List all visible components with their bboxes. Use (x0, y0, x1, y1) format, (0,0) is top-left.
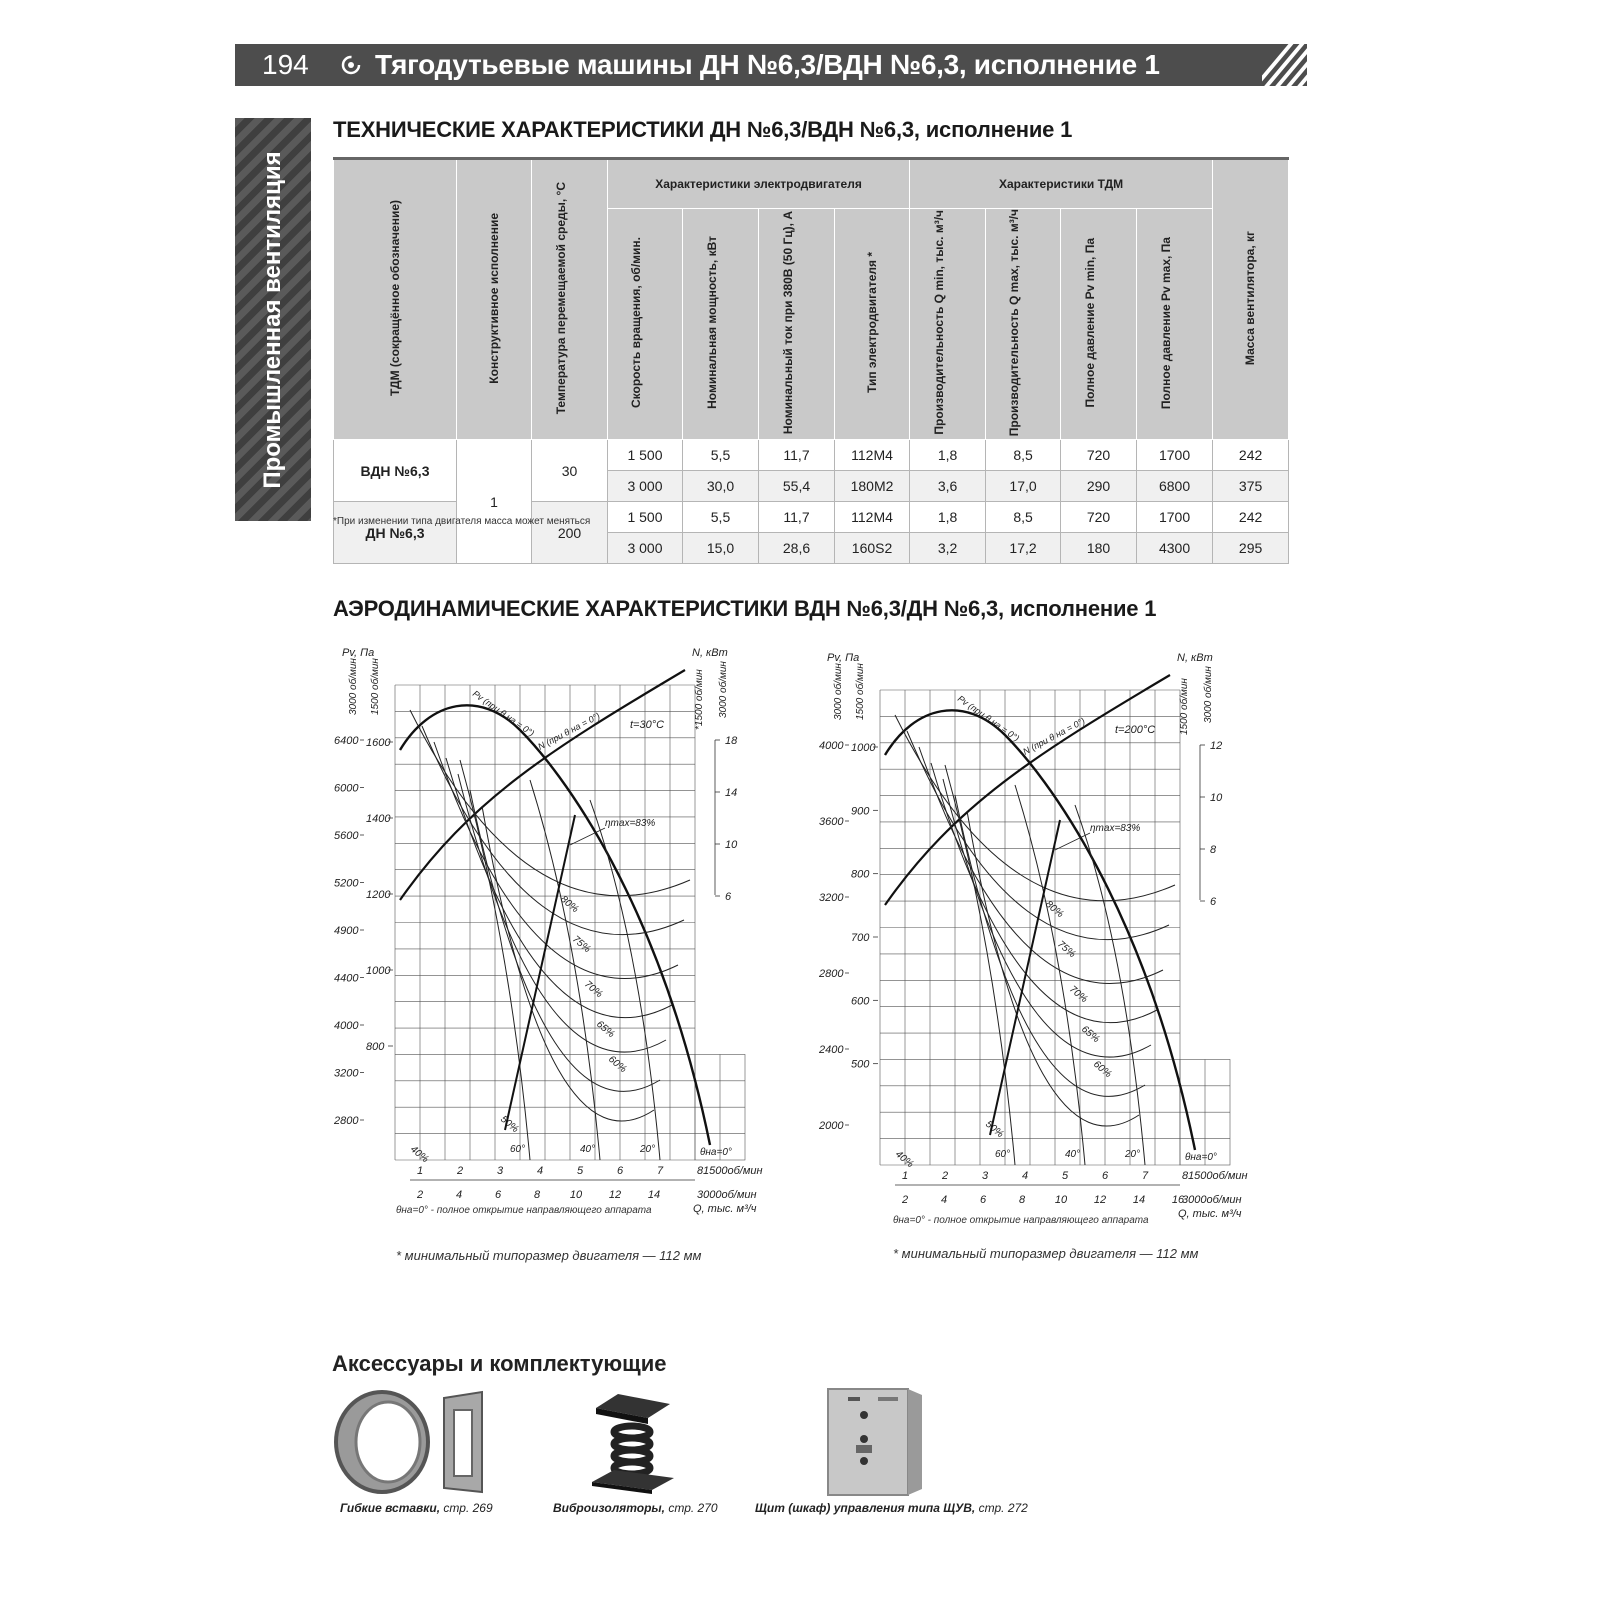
cell-motor: 180М2 (835, 471, 910, 502)
angle-curve (590, 800, 660, 1160)
y-axis-rpm3000-label: 3000 об/мин (833, 663, 844, 720)
y1500-tick-label: 900 (851, 805, 870, 818)
angle-label: 60° (510, 1144, 526, 1155)
efficiency-label: 40% (408, 1143, 431, 1166)
y3000-tick-label: 3600 (819, 816, 844, 828)
n-tick-label: 14 (725, 787, 738, 799)
x1500-unit-label: 1500об/мин (1188, 1170, 1248, 1182)
eta-leader (1055, 833, 1090, 850)
cell-pmin: 720 (1061, 440, 1137, 471)
eta-max-line (505, 815, 575, 1130)
cell-pmin: 180 (1061, 533, 1137, 564)
cell-speed: 3 000 (608, 471, 683, 502)
angle-label: 40° (1065, 1149, 1081, 1160)
efficiency-curve (943, 779, 1151, 1057)
cell-pmax: 4300 (1137, 533, 1213, 564)
efficiency-curve (434, 742, 678, 978)
angle-label: 60° (995, 1149, 1011, 1160)
x1500-tick-label: 1 (416, 1165, 424, 1177)
efficiency-curve (482, 806, 654, 1121)
x3000-tick-label: 14 (647, 1189, 661, 1201)
th-tdm-group: Характеристики ТДМ (910, 159, 1213, 209)
th-mass: Масса вентилятора, кг (1213, 159, 1289, 440)
y3000-tick-label: 6400 (334, 735, 359, 747)
cell-mass: 295 (1213, 533, 1289, 564)
efficiency-label: 70% (1067, 983, 1090, 1006)
y3000-tick-label: 3200 (819, 892, 844, 904)
efficiency-label: 80% (558, 893, 581, 916)
y3000-tick-label: 5600 (334, 830, 359, 842)
y3000-tick-label: 6000 (334, 782, 359, 795)
x1500-tick-label: 6 (1101, 1170, 1109, 1182)
cell-qmin: 1,8 (910, 502, 986, 533)
aero-chart-dn (815, 645, 1285, 1235)
execution-cell: 1 (457, 440, 532, 564)
cell-qmax: 17,2 (986, 533, 1061, 564)
y-axis-label: Pv, Па (827, 652, 860, 664)
y1500-tick-label: 1000 (851, 742, 876, 754)
y1500-tick-label: 1400 (366, 813, 391, 825)
x3000-tick-label: 6 (494, 1189, 502, 1201)
x3000-tick-label: 8 (533, 1189, 541, 1201)
x3000-tick-label: 2 (416, 1189, 424, 1201)
y1500-tick-label: 800 (366, 1041, 385, 1053)
control-cabinet-image (826, 1385, 926, 1497)
x1500-tick-label: 4 (1021, 1170, 1029, 1182)
n-axis-rpm3000-label: 3000 об/мин (1203, 666, 1214, 723)
y1500-tick-label: 1600 (366, 737, 391, 749)
cell-qmin: 3,2 (910, 533, 986, 564)
x3000-tick-label: 12 (1093, 1194, 1107, 1206)
x-axis-label: Q, тыс. м³/ч (1178, 1208, 1242, 1220)
n-tick-label: 18 (725, 735, 738, 747)
y3000-tick-label: 3200 (334, 1067, 359, 1080)
cell-power: 5,5 (683, 502, 759, 533)
n-tick-label: 8 (1210, 844, 1217, 856)
y3000-tick-label: 2800 (334, 1115, 359, 1127)
angle-label: 20° (1125, 1149, 1141, 1160)
th-motor-group: Характеристики электродвигателя (608, 159, 910, 209)
cell-pmin: 720 (1061, 502, 1137, 533)
efficiency-curve (967, 811, 1139, 1126)
eta-max-label: ηmax=83% (1090, 823, 1141, 834)
page-number: 194 (262, 49, 309, 80)
banner-stripes (1262, 44, 1312, 86)
n-tick-label: 12 (1210, 740, 1223, 752)
cell-qmin: 3,6 (910, 471, 986, 502)
vibration-isolator-image (588, 1390, 678, 1495)
cell-power: 5,5 (683, 440, 759, 471)
temperature-label: t=30°C (630, 719, 665, 731)
y3000-tick-label: 4900 (334, 925, 359, 937)
pv-curve (400, 705, 710, 1145)
aero-chart-vdn (330, 640, 800, 1230)
y-axis-rpm3000-label: 3000 об/мин (348, 658, 359, 715)
cell-speed: 1 500 (608, 502, 683, 533)
n-curve-label: N (при θ на = 0°) (536, 710, 602, 752)
specs-footnote: *При изменении типа двигателя масса может меняться (333, 516, 591, 527)
eta-leader (570, 828, 605, 845)
chart-footnote-vdn: θна=0° - полное открытие направляющего аппарата (396, 1205, 652, 1216)
angle-curve (1075, 805, 1145, 1165)
efficiency-label: 65% (594, 1018, 617, 1041)
y3000-tick-label: 2400 (819, 1044, 844, 1056)
n-tick-label: 10 (1210, 792, 1223, 804)
cell-pmin: 290 (1061, 471, 1137, 502)
x3000-tick-label: 2 (901, 1194, 909, 1206)
th-q-max: Производительность Q max, тыс. м³/ч (986, 209, 1061, 440)
y1500-tick-label: 600 (851, 995, 870, 1008)
n-curve (885, 675, 1170, 905)
cell-current: 11,7 (759, 440, 835, 471)
th-execution: Конструктивное исполнение (457, 159, 532, 440)
y3000-tick-label: 2800 (819, 968, 844, 980)
th-current: Номинальный ток при 380В (50 Гц), А (759, 209, 835, 440)
model-name: ДН №6,3 (334, 502, 457, 564)
x1500-unit-label: 1500об/мин (703, 1165, 763, 1177)
temperature-cell: 200 (532, 502, 608, 564)
x1500-tick-label: 2 (456, 1165, 464, 1177)
cell-qmax: 17,0 (986, 471, 1061, 502)
x3000-unit-label: 3000об/мин (1182, 1194, 1242, 1206)
eta-max-line (990, 820, 1060, 1135)
efficiency-label: 50% (498, 1113, 521, 1136)
x3000-tick-label: 10 (1054, 1194, 1068, 1206)
cell-motor: 112М4 (835, 502, 910, 533)
cell-qmin: 1,8 (910, 440, 986, 471)
y3000-tick-label: 4000 (819, 740, 844, 752)
x1500-tick-label: 2 (941, 1170, 949, 1182)
cell-power: 30,0 (683, 471, 759, 502)
table-row (334, 440, 1289, 471)
chart-motor-note-vdn: * минимальный типоразмер двигателя — 112 мм (396, 1248, 702, 1263)
y3000-tick-label: 4400 (334, 972, 359, 985)
x1500-tick-label: 5 (576, 1165, 584, 1177)
swirl-logo-icon (341, 55, 361, 75)
cell-pmax: 1700 (1137, 502, 1213, 533)
cell-mass: 242 (1213, 440, 1289, 471)
x3000-tick-label: 10 (569, 1189, 583, 1201)
th-speed: Скорость вращения, об/мин. (608, 209, 683, 440)
angle-label: 40° (580, 1144, 596, 1155)
x3000-tick-label: 6 (979, 1194, 987, 1206)
x3000-tick-label: 8 (1018, 1194, 1026, 1206)
flexible-insert-image (332, 1390, 502, 1495)
n-curve-label: N (при θ на = 0°) (1021, 715, 1087, 757)
n-axis-rpm1500-label: 1500 об/мин (1179, 678, 1190, 735)
eta-max-label: ηmax=83% (605, 818, 656, 829)
cell-current: 28,6 (759, 533, 835, 564)
cell-pmax: 6800 (1137, 471, 1213, 502)
efficiency-curve (955, 795, 1145, 1096)
x1500-tick-label: 8 (696, 1165, 704, 1177)
cell-speed: 3 000 (608, 533, 683, 564)
th-q-min: Производительность Q min, тыс. м³/ч (910, 209, 986, 440)
n-curve (400, 670, 685, 900)
n-axis-label: N, кВт (1177, 652, 1213, 664)
pv-curve (885, 710, 1195, 1150)
efficiency-curve (907, 731, 1169, 940)
th-p-max: Полное давление Pv max, Па (1137, 209, 1213, 440)
aero-title: АЭРОДИНАМИЧЕСКИЕ ХАРАКТЕРИСТИКИ ВДН №6,3/ДН №6,3, исполнение 1 (333, 596, 1157, 621)
y3000-tick-label: 4000 (334, 1020, 359, 1032)
y-axis-label: Pv, Па (342, 647, 375, 659)
cell-current: 55,4 (759, 471, 835, 502)
accessory-caption-cabinet: Щит (шкаф) управления типа ЩУВ, стр. 272 (755, 1501, 1028, 1515)
th-tdm: ТДМ (сокращённое обозначение) (334, 159, 457, 440)
th-power: Номинальная мощность, кВт (683, 209, 759, 440)
efficiency-curve (458, 774, 666, 1052)
cell-qmax: 8,5 (986, 440, 1061, 471)
accessory-caption-flexible: Гибкие вставки, стр. 269 (340, 1501, 493, 1515)
x1500-tick-label: 1 (901, 1170, 909, 1182)
x1500-tick-label: 6 (616, 1165, 624, 1177)
x3000-tick-label: 16 (1171, 1194, 1185, 1206)
model-name: ВДН №6,3 (334, 440, 457, 502)
temperature-cell: 30 (532, 440, 608, 502)
x1500-tick-label: 4 (536, 1165, 544, 1177)
th-motor-type: Тип электродвигателя * (835, 209, 910, 440)
efficiency-label: 40% (893, 1148, 916, 1171)
pv-curve-label: Pv (при θ на = 0°) (955, 693, 1022, 744)
temperature-label: t=200°C (1115, 724, 1156, 736)
n-axis-rpm1500-label: *1500 об/мин (694, 669, 705, 730)
cell-mass: 242 (1213, 502, 1289, 533)
efficiency-label: 60% (1091, 1058, 1114, 1081)
page-title: Тягодутьевые машины ДН №6,3/ВДН №6,3, исполнение 1 (375, 49, 1160, 80)
x3000-tick-label: 12 (608, 1189, 622, 1201)
n-tick-label: 10 (725, 839, 738, 851)
efficiency-label: 65% (1079, 1023, 1102, 1046)
efficiency-label: 60% (606, 1053, 629, 1076)
y1500-tick-label: 1200 (366, 889, 391, 901)
efficiency-label: 75% (1055, 938, 1078, 961)
x1500-tick-label: 7 (1141, 1170, 1149, 1182)
theta-zero-label: θна=0° (1185, 1152, 1217, 1163)
x1500-tick-label: 8 (1181, 1170, 1189, 1182)
accessories-title: Аксессуары и комплектующие (332, 1351, 667, 1376)
side-section-label: Промышленная вентиляция (259, 151, 286, 489)
pv-curve-label: Pv (при θ на = 0°) (470, 688, 537, 739)
x3000-tick-label: 4 (455, 1189, 463, 1201)
y3000-tick-label: 2000 (819, 1120, 844, 1132)
y1500-tick-label: 1000 (366, 965, 391, 977)
x3000-tick-label: 14 (1132, 1194, 1146, 1206)
n-tick-label: 6 (1210, 896, 1217, 908)
x3000-unit-label: 3000об/мин (697, 1189, 757, 1201)
specs-table (333, 157, 1289, 564)
y3000-tick-label: 5200 (334, 877, 359, 890)
cell-current: 11,7 (759, 502, 835, 533)
x1500-tick-label: 3 (981, 1170, 989, 1182)
efficiency-label: 50% (983, 1118, 1006, 1141)
x1500-tick-label: 3 (496, 1165, 504, 1177)
th-p-min: Полное давление Pv min, Па (1061, 209, 1137, 440)
x-axis-label: Q, тыс. м³/ч (693, 1203, 757, 1215)
angle-label: 20° (640, 1144, 656, 1155)
cell-qmax: 8,5 (986, 502, 1061, 533)
efficiency-label: 70% (582, 978, 605, 1001)
y-axis-rpm1500-label: 1500 об/мин (855, 663, 866, 720)
chart-footnote-dn: θна=0° - полное открытие направляющего аппарата (893, 1215, 1149, 1226)
n-axis-label: N, кВт (692, 647, 728, 659)
theta-zero-label: θна=0° (700, 1147, 732, 1158)
y-axis-rpm1500-label: 1500 об/мин (370, 658, 381, 715)
cell-power: 15,0 (683, 533, 759, 564)
cell-speed: 1 500 (608, 440, 683, 471)
y1500-tick-label: 500 (851, 1058, 870, 1071)
chart-motor-note-dn: * минимальный типоразмер двигателя — 112 мм (893, 1246, 1199, 1261)
y1500-tick-label: 800 (851, 868, 870, 881)
cell-pmax: 1700 (1137, 440, 1213, 471)
efficiency-label: 75% (570, 933, 593, 956)
specs-title: ТЕХНИЧЕСКИЕ ХАРАКТЕРИСТИКИ ДН №6,3/ВДН №6,3, исполнение 1 (333, 117, 1073, 142)
efficiency-curve (919, 747, 1163, 983)
efficiency-label: 80% (1043, 898, 1066, 921)
cell-motor: 112М4 (835, 440, 910, 471)
x1500-tick-label: 5 (1061, 1170, 1069, 1182)
y1500-tick-label: 700 (851, 932, 870, 944)
x1500-tick-label: 7 (656, 1165, 664, 1177)
cell-motor: 160S2 (835, 533, 910, 564)
cell-mass: 375 (1213, 471, 1289, 502)
accessory-caption-isolator: Виброизоляторы, стр. 270 (553, 1501, 718, 1515)
n-axis-rpm3000-label: 3000 об/мин (718, 661, 729, 718)
efficiency-curve (470, 790, 660, 1091)
th-temperature: Температура перемещаемой среды, °С (532, 159, 608, 440)
x3000-tick-label: 4 (940, 1194, 948, 1206)
n-tick-label: 6 (725, 891, 732, 903)
